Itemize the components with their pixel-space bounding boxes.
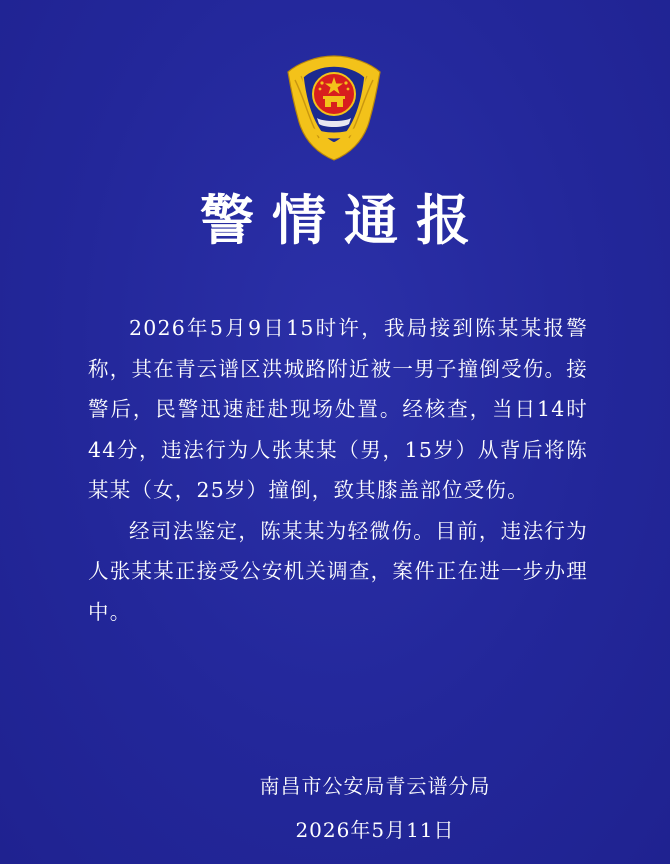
paragraph-incident: 2026年5月9日15时许，我局接到陈某某报警称，其在青云谱区洪城路附近被一男子撞倒受伤。接警后，民警迅速赶赴现场处置。经核查，当日14时44分，违法行为人张某某（男，15岁）从背后将陈某某（女，25岁）撞倒，致其膝盖部位受伤。 [88, 316, 588, 502]
issuing-organization: 南昌市公安局青云谱分局 [259, 774, 491, 798]
page-title: 警情通报 [200, 189, 488, 252]
paragraph-status: 经司法鉴定，陈某某为轻微伤。目前，违法行为人张某某正接受公安机关调查，案件正在进一步办理中。 [88, 518, 588, 624]
issue-date: 2026年5月11日 [295, 818, 455, 842]
police-emblem-icon [283, 50, 385, 162]
notice-body [88, 308, 588, 632]
